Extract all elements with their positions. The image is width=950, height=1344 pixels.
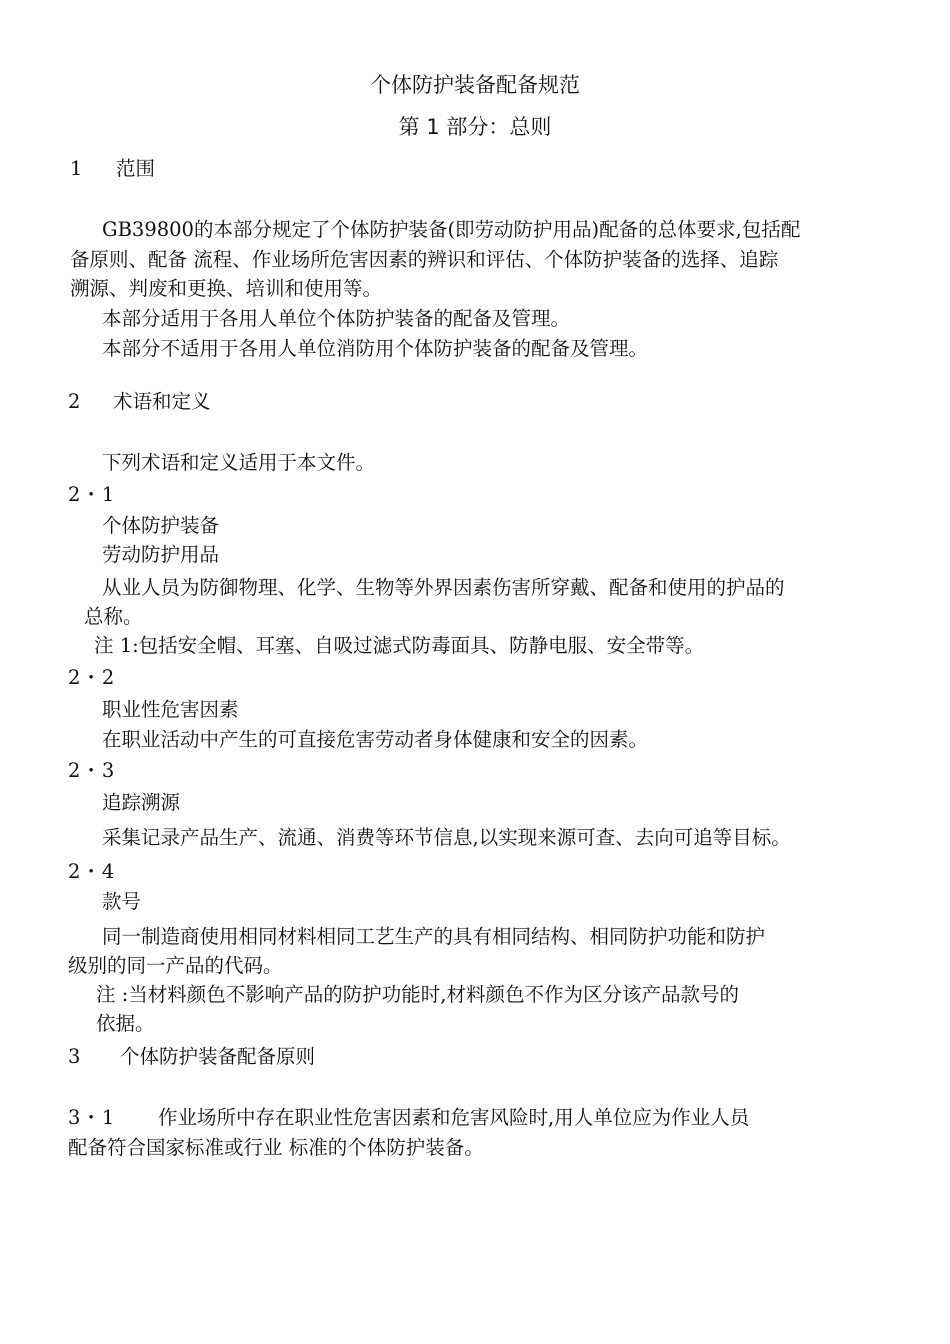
section-2-heading: 术语和定义 bbox=[113, 390, 211, 413]
term-2-4-note-line1: 注 :当材料颜色不影响产品的防护功能时,材料颜色不作为区分该产品款号的 bbox=[96, 983, 739, 1006]
clause-3-1-line2: 配备符合国家标准或行业 标准的个体防护装备。 bbox=[68, 1136, 484, 1159]
term-2-2-definition: 在职业活动中产生的可直接危害劳动者身体健康和安全的因素。 bbox=[102, 728, 649, 751]
term-2-1-number: 2・1 bbox=[68, 483, 116, 506]
term-2-1-name: 个体防护装备 bbox=[102, 514, 220, 537]
term-2-3-definition: 采集记录产品生产、流通、消费等环节信息,以实现来源可查、去向可追等目标。 bbox=[102, 826, 791, 849]
section-2-number: 2 bbox=[68, 390, 81, 413]
section-1-para1-line3: 溯源、判废和更换、培训和使用等。 bbox=[70, 277, 383, 300]
term-2-2-name: 职业性危害因素 bbox=[102, 698, 239, 721]
term-2-2-number: 2・2 bbox=[68, 666, 116, 689]
term-2-4-definition-line2: 级别的同一产品的代码。 bbox=[68, 954, 283, 977]
term-2-1-definition-line2: 总称。 bbox=[84, 605, 143, 628]
section-1-heading: 范围 bbox=[116, 157, 156, 180]
term-2-1-note: 注 1:包括安全帽、耳塞、自吸过滤式防毒面具、防静电服、安全带等。 bbox=[94, 634, 705, 657]
term-2-4-note-line2: 依据。 bbox=[96, 1012, 155, 1035]
section-1-para1-line2: 备原则、配备 流程、作业场所危害因素的辨识和评估、个体防护装备的选择、追踪 bbox=[70, 248, 779, 271]
term-2-4-name: 款号 bbox=[102, 890, 142, 913]
section-1-para3: 本部分不适用于各用人单位消防用个体防护装备的配备及管理。 bbox=[102, 337, 649, 360]
term-2-4-number: 2・4 bbox=[68, 860, 116, 883]
term-2-3-number: 2・3 bbox=[68, 759, 116, 782]
section-1-para2: 本部分适用于各用人单位个体防护装备的配备及管理。 bbox=[102, 307, 571, 330]
clause-3-1-line1: 作业场所中存在职业性危害因素和危害风险时,用人单位应为作业人员 bbox=[158, 1106, 750, 1129]
term-2-1-definition-line1: 从业人员为防御物理、化学、生物等外界因素伤害所穿戴、配备和使用的护品的 bbox=[102, 576, 785, 599]
section-3-number: 3 bbox=[68, 1045, 81, 1068]
term-2-1-alt-name: 劳动防护用品 bbox=[102, 543, 220, 566]
section-1-number: 1 bbox=[70, 157, 83, 180]
term-2-4-definition-line1: 同一制造商使用相同材料相同工艺生产的具有相同结构、相同防护功能和防护 bbox=[102, 925, 766, 948]
clause-3-1-number: 3・1 bbox=[68, 1106, 116, 1129]
section-3-heading: 个体防护装备配备原则 bbox=[120, 1045, 316, 1068]
term-2-3-name: 追踪溯源 bbox=[102, 791, 181, 814]
document-subtitle: 第 1 部分：总则 bbox=[398, 115, 552, 139]
section-2-intro: 下列术语和定义适用于本文件。 bbox=[102, 451, 376, 474]
section-1-para1-line1: GB39800的本部分规定了个体防护装备(即劳动防护用品)配备的总体要求,包括配 bbox=[102, 218, 801, 241]
document-title: 个体防护装备配备规范 bbox=[370, 73, 580, 97]
